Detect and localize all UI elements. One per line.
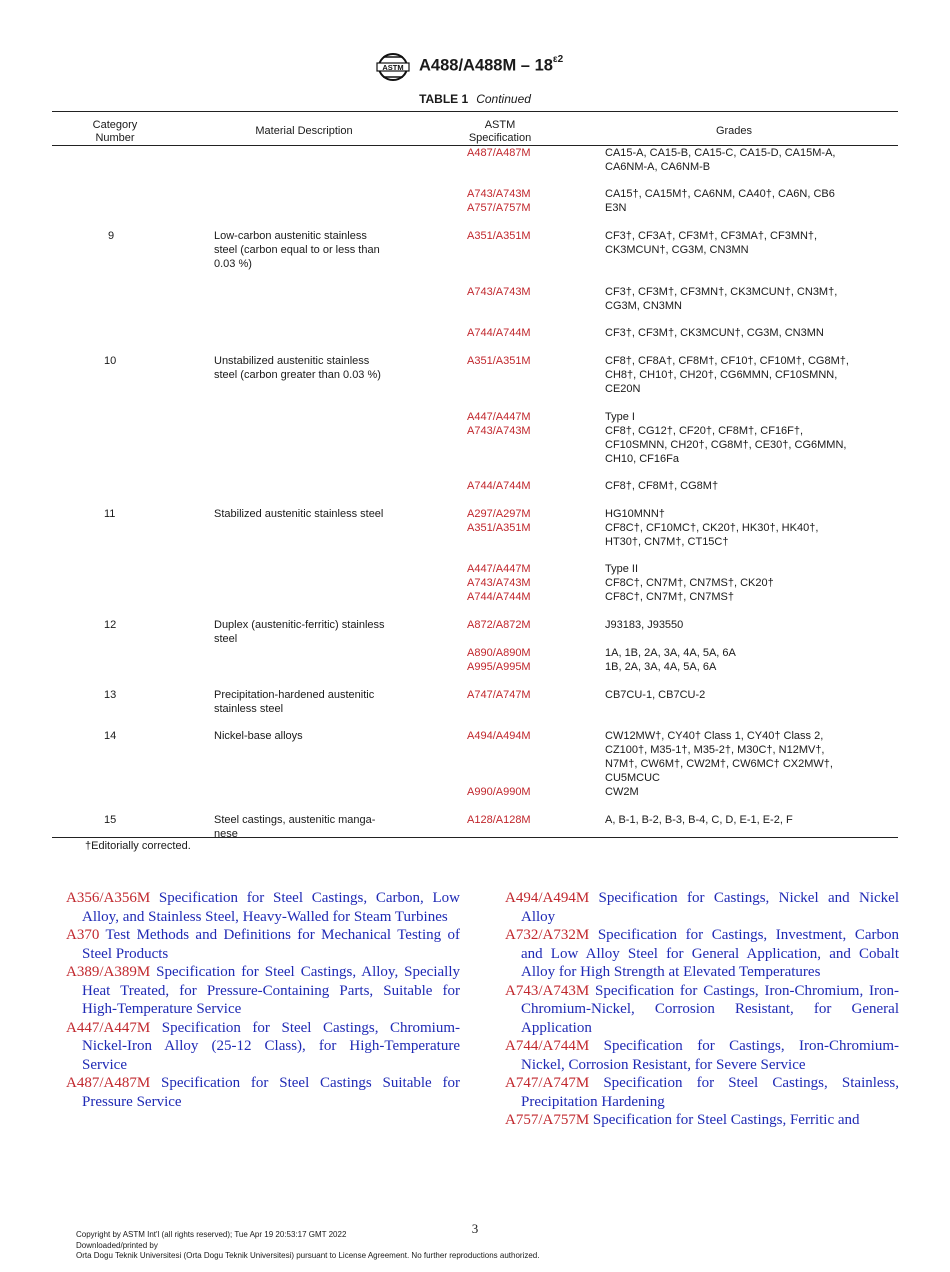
astm-logo-icon xyxy=(374,52,412,82)
spec-cell: A447/A447M A743/A743M A744/A744M xyxy=(467,563,531,603)
spec-cell: A351/A351M xyxy=(467,355,531,367)
grades-cell: CB7CU-1, CB7CU-2 xyxy=(605,689,706,701)
col-header-spec: ASTM Specification xyxy=(468,119,532,144)
spec-cell: A447/A447M A743/A743M xyxy=(467,411,531,437)
copyright-notice xyxy=(76,1230,539,1262)
table-caption xyxy=(0,92,950,106)
category-cell: 13 xyxy=(104,689,117,701)
spec-cell: A747/A747M xyxy=(467,689,531,701)
references-right-column xyxy=(505,889,899,1130)
grades-cell: CF8†, CF8M†, CG8M† xyxy=(605,480,719,492)
category-cell: 14 xyxy=(104,730,117,742)
grades-cell: Type I CF8†, CG12†, CF20†, CF8M†, CF16F†, CF10SMNN, CH20†, CG8M†, CE30†, CG6MMN, CH10, CF16Fa xyxy=(605,411,847,465)
reference-item xyxy=(66,889,460,926)
spec-cell: A351/A351M xyxy=(467,230,531,242)
table-label: TABLE 1 xyxy=(419,92,469,106)
copyright-line: Orta Dogu Teknik Universitesi (Orta Dogu Teknik Universitesi) pursuant to License Agreement. No further reproductions authorized. xyxy=(76,1251,540,1260)
description-cell: Low-carbon austenitic stainless steel (carbon equal to or less than 0.03 %) xyxy=(214,230,380,270)
reference-code-link[interactable]: A757/A757M xyxy=(505,1112,590,1128)
category-cell: 10 xyxy=(104,355,117,367)
document-title xyxy=(419,56,563,76)
references-left-column xyxy=(66,889,460,1111)
table-footnote: †Editorially corrected. xyxy=(85,840,191,852)
grades-cell: CW2M xyxy=(605,786,639,798)
grades-cell: A, B-1, B-2, B-3, B-4, C, D, E-1, E-2, F xyxy=(605,814,793,826)
col-header-category: Category Number xyxy=(92,119,138,144)
grades-cell: CA15-A, CA15-B, CA15-C, CA15-D, CA15M-A, CA6NM-A, CA6NM-B xyxy=(605,147,836,173)
reference-description[interactable]: Specification for Steel Castings Suitable for Pressure Service xyxy=(82,1075,460,1110)
reference-item xyxy=(66,926,460,963)
grades-cell: 1A, 1B, 2A, 3A, 4A, 5A, 6A 1B, 2A, 3A, 4A, 5A, 6A xyxy=(605,647,736,673)
document-number: A488/A488M – 18 xyxy=(419,56,553,75)
reference-description[interactable]: Specification for Castings, Iron-Chromium, Iron-Chromium-Nickel, Corrosion Resistant, for General Application xyxy=(521,982,899,1036)
reference-code-link[interactable]: A370 xyxy=(66,927,100,943)
grades-cell: CF3†, CF3A†, CF3M†, CF3MA†, CF3MN†, CK3MCUN†, CG3M, CN3MN xyxy=(605,230,818,256)
page-number: 3 xyxy=(471,1221,479,1236)
spec-cell: A128/A128M xyxy=(467,814,531,826)
grades-cell: CF3†, CF3M†, CK3MCUN†, CG3M, CN3MN xyxy=(605,327,824,339)
reference-code-link[interactable]: A356/A356M xyxy=(66,890,151,906)
grades-cell: CF8†, CF8A†, CF8M†, CF10†, CF10M†, CG8M†, CH8†, CH10†, CH20†, CG6MMN, CF10SMNN, CE20N xyxy=(605,355,849,395)
spec-cell: A494/A494M xyxy=(467,730,531,742)
spec-cell: A872/A872M xyxy=(467,619,531,631)
reference-item xyxy=(505,982,899,1038)
description-cell: Stabilized austenitic stainless steel xyxy=(214,508,384,520)
reference-description[interactable]: Specification for Steel Castings, Ferritic and xyxy=(592,1112,860,1128)
grades-cell: J93183, J93550 xyxy=(605,619,684,631)
reference-description[interactable]: Specification for Castings, Nickel and Nickel Alloy xyxy=(521,890,899,925)
reference-item xyxy=(505,889,899,926)
reference-code-link[interactable]: A487/A487M xyxy=(66,1075,151,1091)
reference-item xyxy=(66,1074,460,1111)
category-cell: 12 xyxy=(104,619,117,631)
reference-item xyxy=(66,963,460,1019)
grades-cell: CA15†, CA15M†, CA6NM, CA40†, CA6N, CB6 E3N xyxy=(605,188,835,214)
col-header-grades: Grades xyxy=(715,125,753,137)
reference-description[interactable]: Specification for Castings, Iron-Chromium-Nickel, Corrosion Resistant, for Severe Service xyxy=(521,1038,899,1073)
reference-description[interactable]: Specification for Steel Castings, Stainless, Precipitation Hardening xyxy=(521,1075,899,1110)
logo-text: ASTM xyxy=(382,62,404,72)
grades-cell: CF3†, CF3M†, CF3MN†, CK3MCUN†, CN3M†, CG3M, CN3MN xyxy=(605,286,838,312)
spec-cell: A487/A487M xyxy=(467,147,531,159)
reference-item xyxy=(505,1074,899,1111)
grades-cell: CW12MW†, CY40† Class 1, CY40† Class 2, CZ100†, M35-1†, M35-2†, M30C†, N12MV†, N7M†, CW6M†, CW2M†, CW6MC† CX2MW†, CU5MCUC xyxy=(605,730,833,784)
table-bottom-rule xyxy=(52,837,898,838)
spec-cell: A744/A744M xyxy=(467,327,531,339)
description-cell: Nickel-base alloys xyxy=(214,730,303,742)
spec-cell: A743/A743M xyxy=(467,286,531,298)
reference-description[interactable]: Specification for Steel Castings, Chromium-Nickel-Iron Alloy (25-12 Class), for High-Temperature Service xyxy=(82,1019,461,1073)
reference-description[interactable]: Specification for Steel Castings, Alloy, Specially Heat Treated, for Pressure-Containing Parts, Suitable for High-Temperature Service xyxy=(82,964,461,1017)
reference-code-link[interactable]: A744/A744M xyxy=(505,1038,590,1054)
reference-description[interactable]: Specification for Castings, Investment, Carbon and Low Alloy Steel for General Application, and Cobalt Alloy for High Strength at Elevated Temperatures xyxy=(521,927,900,980)
grades-cell: Type II CF8C†, CN7M†, CN7MS†, CK20† CF8C†, CN7M†, CN7MS† xyxy=(605,563,774,603)
reference-description[interactable]: Specification for Steel Castings, Carbon, Low Alloy, and Stainless Steel, Heavy-Walled for Steam Turbines xyxy=(82,890,460,925)
reference-code-link[interactable]: A743/A743M xyxy=(505,982,590,999)
document-header xyxy=(0,50,950,84)
document-superscript: ε2 xyxy=(552,54,564,65)
copyright-line: Downloaded/printed by xyxy=(76,1240,158,1250)
category-cell: 9 xyxy=(108,230,115,242)
reference-code-link[interactable]: A747/A747M xyxy=(505,1075,590,1091)
category-cell: 15 xyxy=(104,814,117,826)
description-cell: Precipitation-hardened austenitic stainless steel xyxy=(214,689,375,715)
reference-code-link[interactable]: A389/A389M xyxy=(66,964,151,980)
reference-code-link[interactable]: A447/A447M xyxy=(66,1019,151,1036)
description-cell: Unstabilized austenitic stainless steel (carbon greater than 0.03 %) xyxy=(214,355,381,381)
reference-item xyxy=(505,926,899,982)
reference-code-link[interactable]: A494/A494M xyxy=(505,890,590,906)
copyright-line: Copyright by ASTM Int'l (all rights reserved); Tue Apr 19 20:53:17 GMT 2022 xyxy=(76,1230,347,1239)
description-cell: Duplex (austenitic-ferritic) stainless steel xyxy=(214,619,385,645)
reference-description[interactable]: Test Methods and Definitions for Mechanical Testing of Steel Products xyxy=(82,927,460,962)
reference-code-link[interactable]: A732/A732M xyxy=(505,927,590,943)
col-header-description: Material Description xyxy=(255,125,353,137)
description-cell: Steel castings, austenitic manga- nese xyxy=(214,814,376,840)
table-top-rule xyxy=(52,111,898,112)
spec-cell: A990/A990M xyxy=(467,786,531,798)
spec-cell: A743/A743M A757/A757M xyxy=(467,188,531,214)
category-cell: 11 xyxy=(104,508,116,520)
reference-item xyxy=(505,1037,899,1074)
reference-item xyxy=(66,1019,460,1075)
reference-item xyxy=(505,1111,899,1130)
grades-cell: HG10MNN† CF8C†, CF10MC†, CK20†, HK30†, HK40†, HT30†, CN7M†, CT15C† xyxy=(605,508,819,548)
table-continued: Continued xyxy=(476,92,531,106)
spec-cell: A744/A744M xyxy=(467,480,531,492)
spec-cell: A297/A297M A351/A351M xyxy=(467,508,531,534)
spec-cell: A890/A890M A995/A995M xyxy=(467,647,531,673)
